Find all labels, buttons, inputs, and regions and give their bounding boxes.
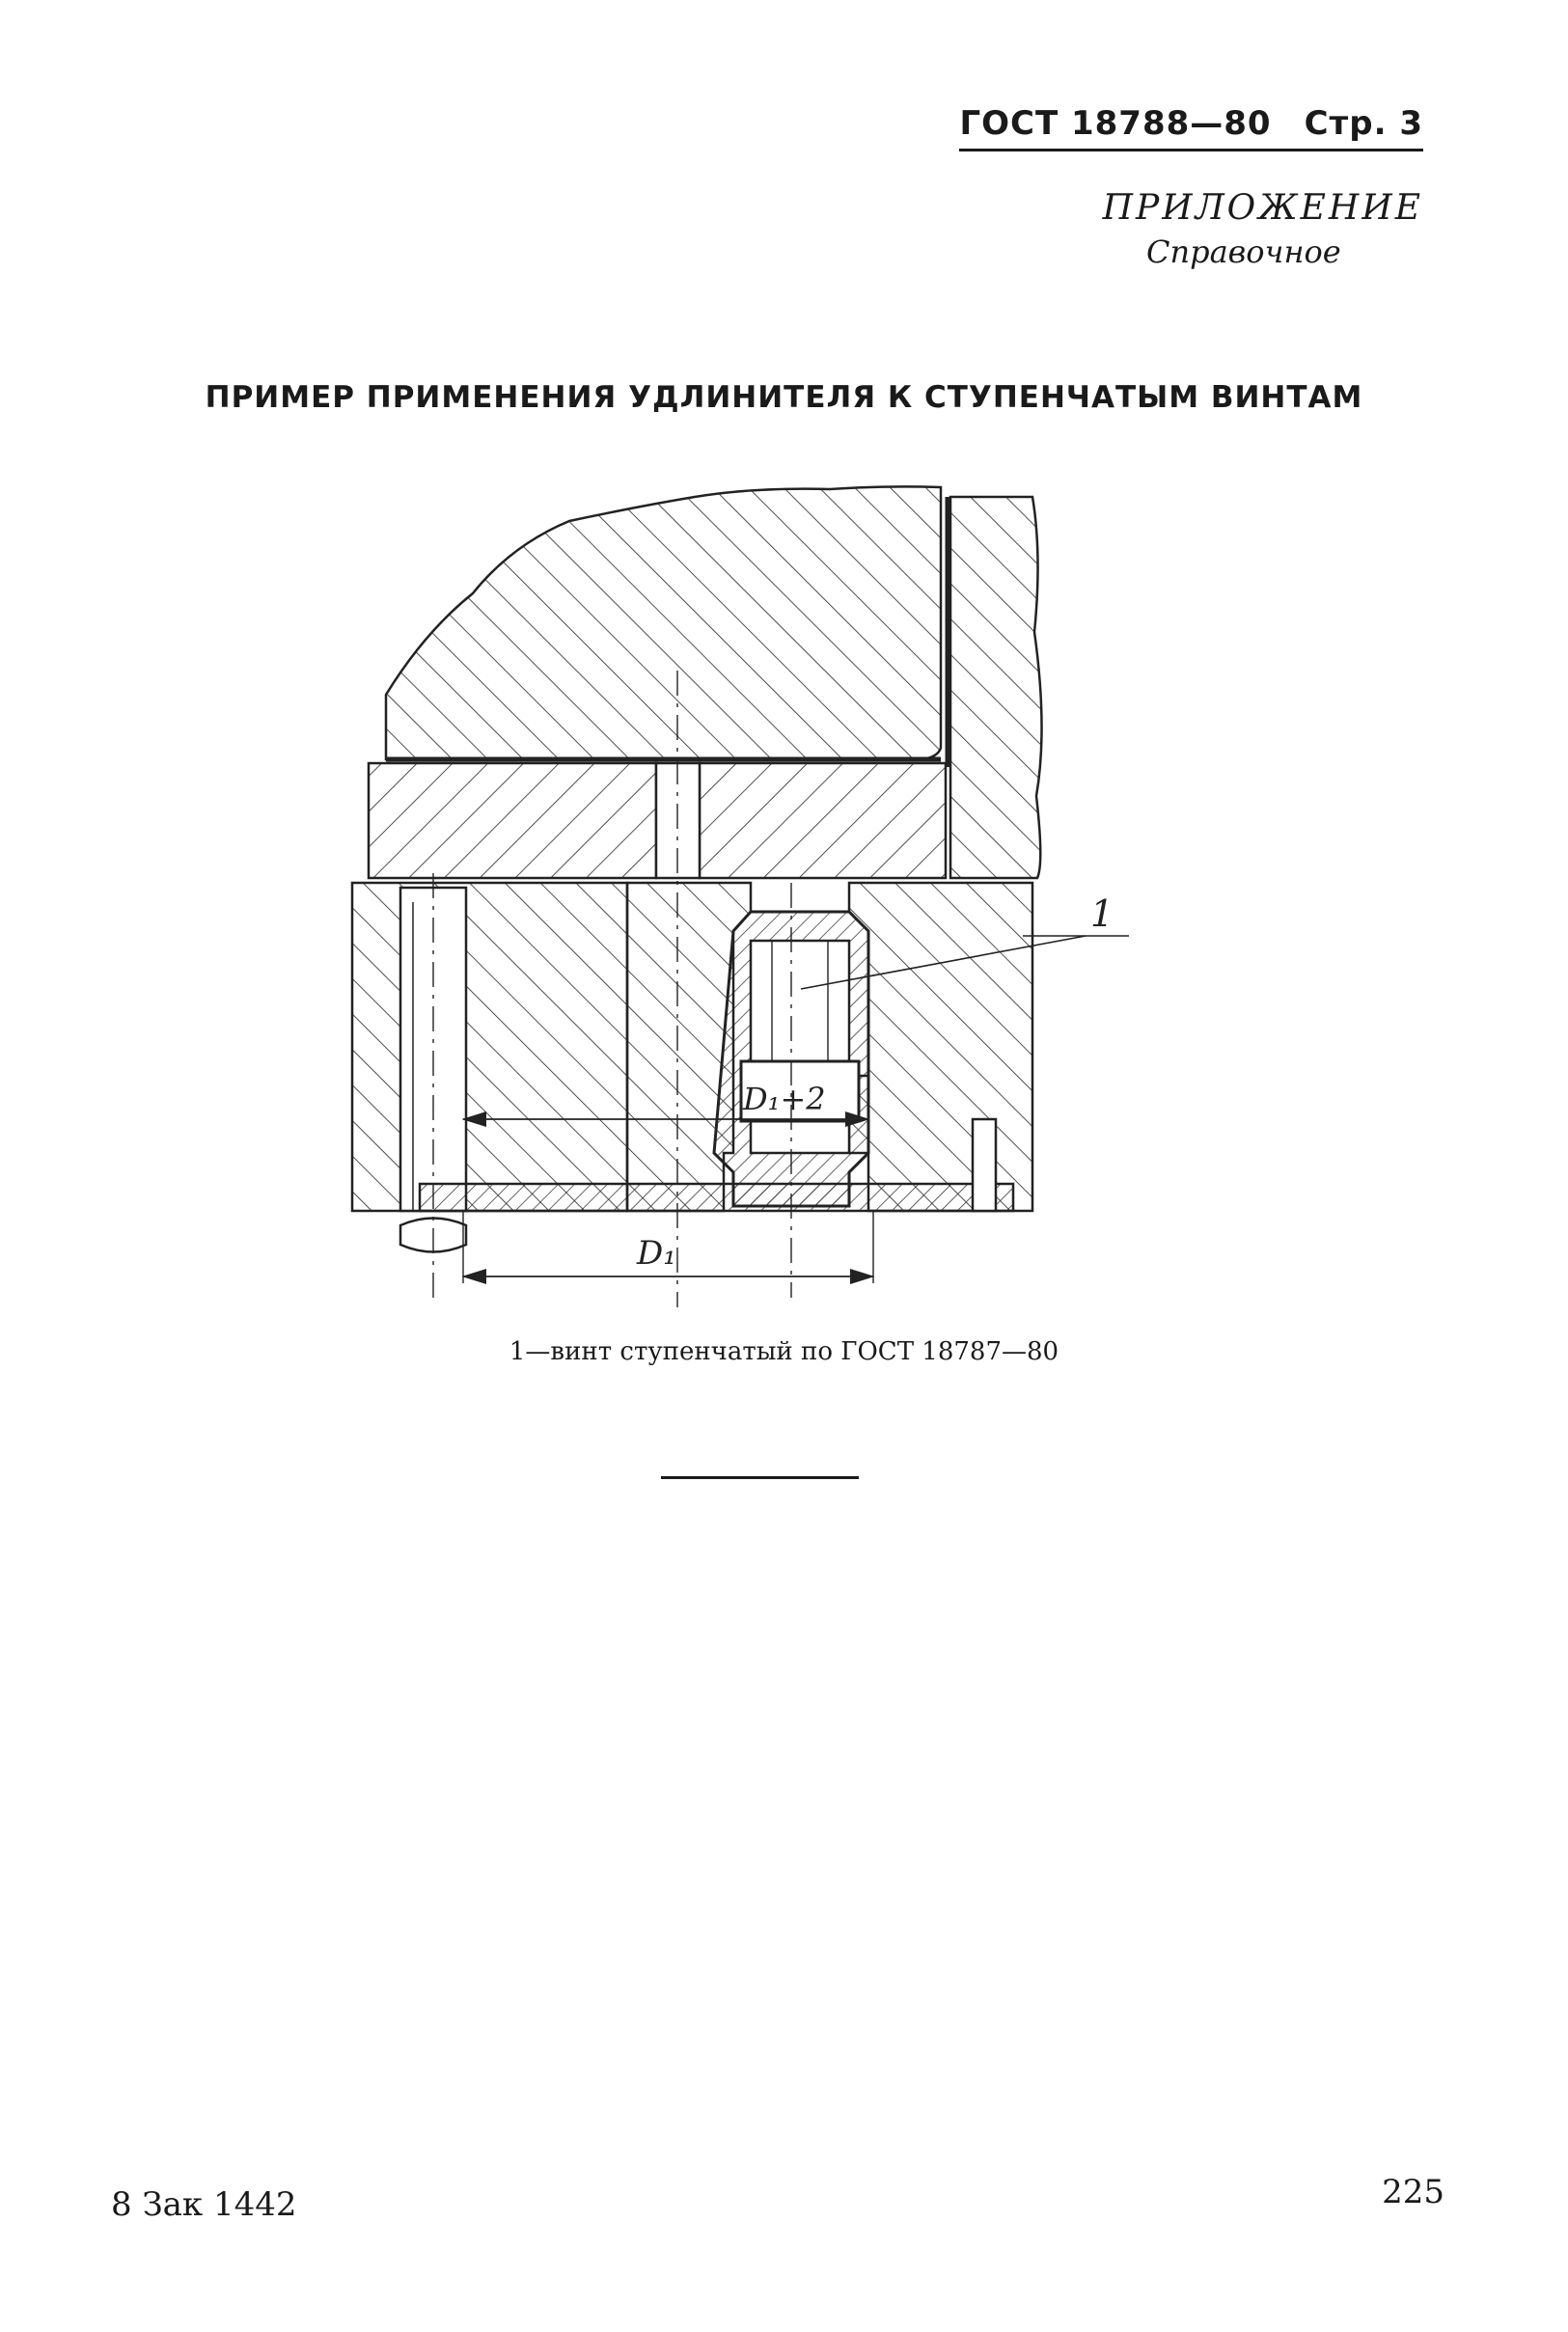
middle-plate-left: [369, 763, 656, 878]
lower-plate-left: [352, 883, 627, 1211]
base-plate: [420, 1184, 1013, 1211]
technical-drawing: [347, 478, 1148, 1307]
figure-caption: 1—винт ступенчатый по ГОСТ 18787—80: [509, 1337, 1059, 1366]
separator-line: [661, 1476, 859, 1479]
footer-order: 8 Зак 1442: [111, 2185, 297, 2224]
appendix-title: ПРИЛОЖЕНИЕ: [1102, 188, 1423, 228]
top-plate: [386, 486, 941, 759]
right-block: [950, 497, 1042, 878]
leader-label: 1: [1090, 892, 1114, 935]
page-title: ПРИМЕР ПРИМЕНЕНИЯ УДЛИНИТЕЛЯ К СТУПЕНЧАТЫМ ВИНТАМ: [205, 380, 1363, 415]
middle-plate-right: [700, 763, 946, 878]
page-header: [959, 104, 1423, 151]
dimension-upper: D₁+2: [743, 1081, 826, 1117]
lower-plate-right: [849, 883, 1032, 1211]
appendix-subtitle: Справочное: [1146, 233, 1341, 270]
page-number: 225: [1382, 2173, 1444, 2211]
header-standard: ГОСТ 18788—80: [959, 104, 1272, 143]
dimension-lower: D₁: [637, 1234, 676, 1273]
header-page-label: Стр. 3: [1304, 104, 1423, 143]
